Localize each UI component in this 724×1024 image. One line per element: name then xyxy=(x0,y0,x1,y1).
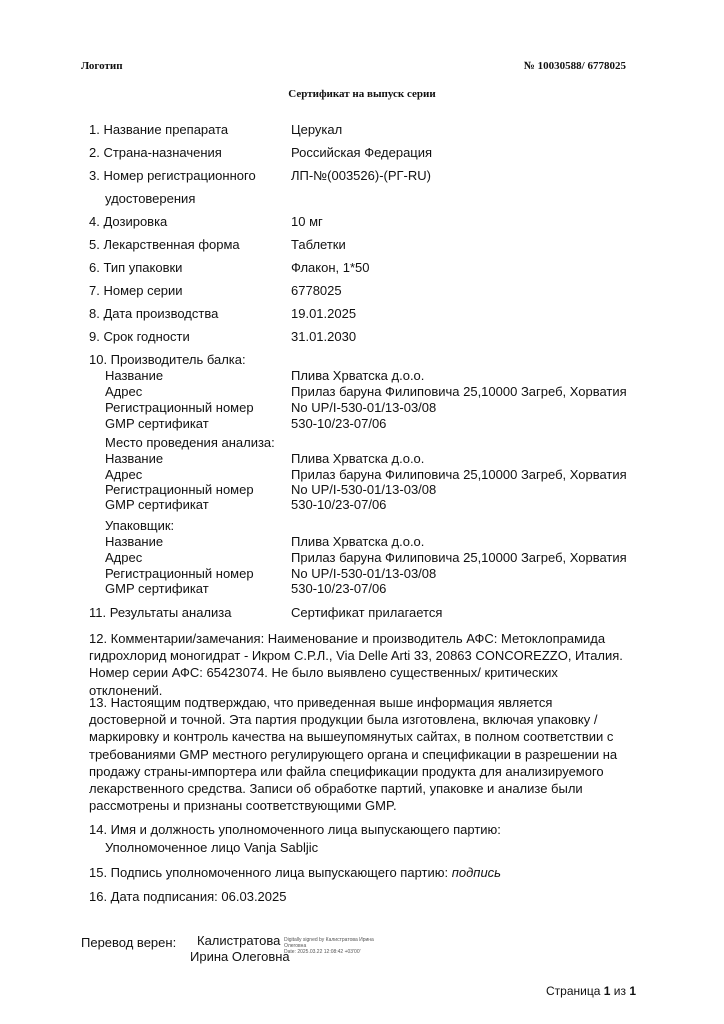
translation-label: Перевод верен: xyxy=(81,935,177,950)
translator-given-names: Ирина Олеговна xyxy=(190,949,290,964)
producer-heading: 10. Производитель балка: xyxy=(89,352,246,367)
analysis-reg: No UP/I-530-01/13-03/08 xyxy=(291,482,437,497)
item-1-value: Церукал xyxy=(291,122,343,137)
packer-name-label: Название xyxy=(105,534,164,549)
item-7-label: 7. Номер серии xyxy=(89,283,183,298)
producer-address: Прилаз баруна Филиповича 25,10000 Загреб, Хорватия xyxy=(291,384,627,399)
item-2-label: 2. Страна-назначения xyxy=(89,145,222,160)
item-13-line: 13. Настоящим подтверждаю, что приведенная выше информация является xyxy=(89,695,553,710)
analysis-reg-label: Регистрационный номер xyxy=(105,482,254,497)
analysis-gmp: 530-10/23-07/06 xyxy=(291,497,387,512)
translator-surname: Калистратова xyxy=(197,933,281,948)
analysis-name-label: Название xyxy=(105,451,164,466)
packer-address: Прилаз баруна Филиповича 25,10000 Загреб, Хорватия xyxy=(291,550,627,565)
item-14-value: Уполномоченное лицо Vanja Sabljic xyxy=(105,840,319,855)
item-1-label: 1. Название препарата xyxy=(89,122,229,137)
item-9-label: 9. Срок годности xyxy=(89,329,190,344)
item-8-value: 19.01.2025 xyxy=(291,306,357,321)
item-9-value: 31.01.2030 xyxy=(291,329,357,344)
item-6-label: 6. Тип упаковки xyxy=(89,260,183,275)
packer-heading: Упаковщик: xyxy=(105,518,175,533)
analysis-name: Плива Хрватска д.о.о. xyxy=(291,451,425,466)
producer-name-label: Название xyxy=(105,368,164,383)
item-12-line: гидрохлорид моногидрат - Икром С.Р.Л., Via Delle Arti 33, 20863 CONCOREZZO, Италия. xyxy=(89,648,623,664)
item-5-value: Таблетки xyxy=(291,237,346,252)
page-current: 1 xyxy=(603,984,611,998)
item-12-comments xyxy=(89,630,649,699)
item-13-line: лекарственного средства. Записи об обработке партий, упаковке и анализе были xyxy=(89,781,583,797)
logo-placeholder: Логотип xyxy=(81,60,123,72)
digital-signature-line: Date: 2025.03.22 12:08:42 +03'00' xyxy=(284,949,361,955)
item-8-label: 8. Дата производства xyxy=(89,306,219,321)
packer-gmp-label: GMP сертификат xyxy=(105,581,209,596)
analysis-heading: Место проведения анализа: xyxy=(105,435,275,450)
item-13-line: достоверной и точной. Эта партия продукции была изготовлена, включая упаковку / xyxy=(89,712,598,728)
item-15-label-text: 15. Подпись уполномоченного лица выпускающего партию: xyxy=(89,865,449,880)
page-number xyxy=(546,984,636,998)
packer-address-label: Адрес xyxy=(105,550,143,565)
item-13-confirmation xyxy=(89,694,649,814)
item-16-label xyxy=(89,889,286,905)
item-6-value: Флакон, 1*50 xyxy=(291,260,370,275)
item-3-value: ЛП-№(003526)-(РГ-RU) xyxy=(291,168,431,183)
item-16-label-text: 16. Дата подписания: xyxy=(89,889,218,904)
producer-gmp-label: GMP сертификат xyxy=(105,416,209,431)
item-13-line: рассмотрены и признаны соответствующими GMP. xyxy=(89,798,397,814)
analysis-address: Прилаз баруна Филиповича 25,10000 Загреб, Хорватия xyxy=(291,467,627,482)
producer-address-label: Адрес xyxy=(105,384,143,399)
document-title: Сертификат на выпуск серии xyxy=(288,88,436,100)
packer-gmp: 530-10/23-07/06 xyxy=(291,581,387,596)
page-word: Страница xyxy=(545,984,601,998)
document-number: № 10030588/ 6778025 xyxy=(523,60,626,72)
page-of-word: из xyxy=(613,984,626,998)
packer-reg-label: Регистрационный номер xyxy=(105,566,254,581)
item-11-value: Сертификат прилагается xyxy=(291,605,443,620)
analysis-gmp-label: GMP сертификат xyxy=(105,497,209,512)
producer-gmp: 530-10/23-07/06 xyxy=(291,416,387,431)
producer-name: Плива Хрватска д.о.о. xyxy=(291,368,425,383)
item-11-label: 11. Результаты анализа xyxy=(89,605,232,620)
item-7-value: 6778025 xyxy=(291,283,342,298)
item-13-line: маркировку и контроль качества на вышеупомянутых сайтах, в полном соответствии с xyxy=(89,729,614,745)
item-5-label: 5. Лекарственная форма xyxy=(89,237,240,252)
item-4-label: 4. Дозировка xyxy=(89,214,168,229)
item-15-label xyxy=(89,865,501,881)
digital-signature-line: Digitally signed by Калистратова Ирина xyxy=(284,937,374,943)
item-12-line: отклонений. xyxy=(89,682,163,698)
analysis-address-label: Адрес xyxy=(105,467,143,482)
item-2-value: Российская Федерация xyxy=(291,145,433,160)
packer-name: Плива Хрватска д.о.о. xyxy=(291,534,425,549)
digital-signature-block xyxy=(284,937,374,955)
producer-reg: No UP/I-530-01/13-03/08 xyxy=(291,400,437,415)
digital-signature-line: Олеговна xyxy=(284,943,307,949)
item-12-line: Номер серии АФС: 65423074. Не было выявлено существенных/ критических xyxy=(89,665,558,681)
packer-reg: No UP/I-530-01/13-03/08 xyxy=(291,566,437,581)
item-12-line: 12. Комментарии/замечания: Наименование и производитель АФС: Метоклопрамида xyxy=(89,631,606,646)
page-total: 1 xyxy=(629,984,636,998)
item-14-label: 14. Имя и должность уполномоченного лица выпускающего партию: xyxy=(89,822,501,837)
item-13-line: продажу страны-импортера или файла спецификации продукта для анализируемого xyxy=(89,763,604,779)
item-3-label: 3. Номер регистрационного xyxy=(89,168,256,183)
item-16-value: 06.03.2025 xyxy=(221,889,287,904)
producer-reg-label: Регистрационный номер xyxy=(105,400,254,415)
item-13-line: требованиями GMP местного регулирующего органа и спецификации в разрешении на xyxy=(89,746,618,762)
item-4-value: 10 мг xyxy=(291,214,323,229)
item-3-label-cont: удостоверения xyxy=(105,191,196,206)
item-15-value: подпись xyxy=(451,865,502,880)
